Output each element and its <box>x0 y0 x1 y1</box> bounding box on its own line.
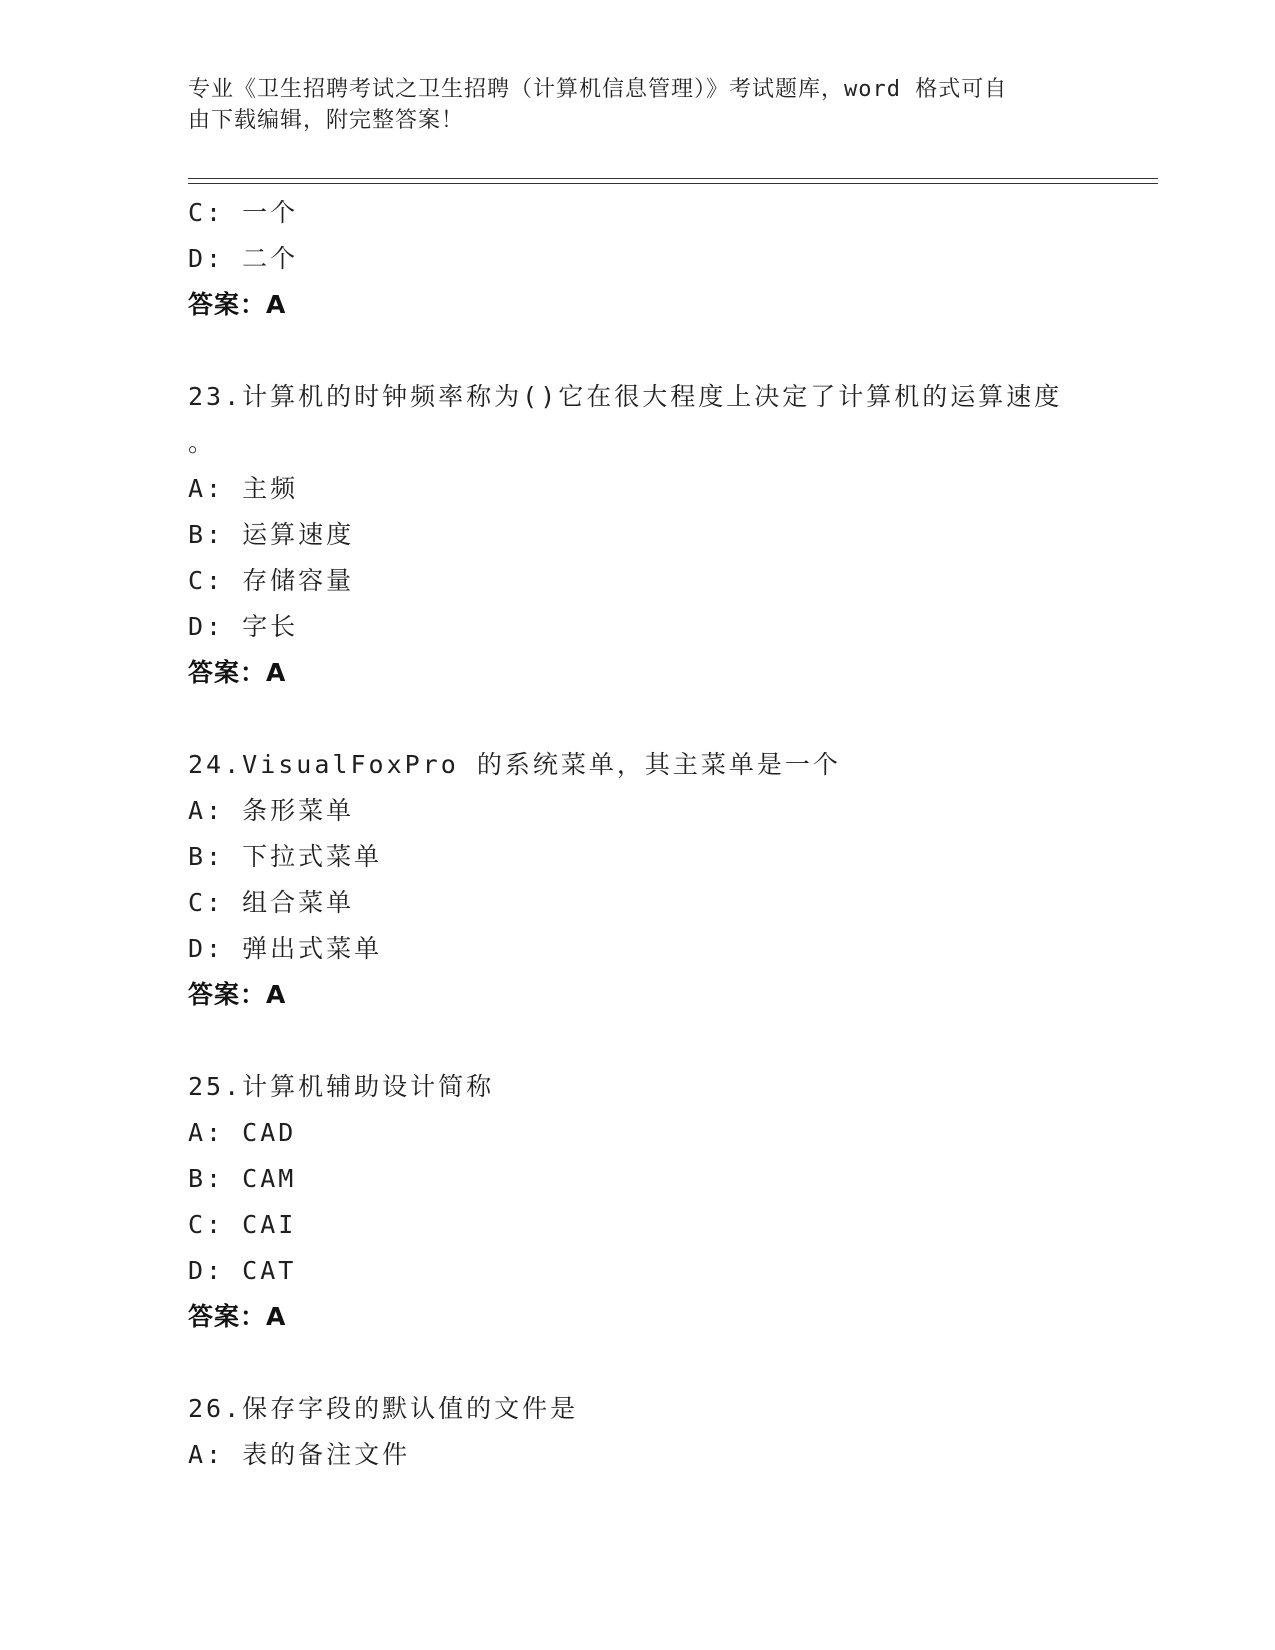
answer-line: 答案：A <box>188 658 287 687</box>
question-text: 25.计算机辅助设计简称 <box>188 1072 495 1101</box>
question-23 <box>188 374 1088 696</box>
header-divider-bottom <box>188 183 1158 184</box>
answer-line: 答案：A <box>188 290 287 319</box>
option-b: B: CAM <box>188 1164 297 1193</box>
option-c: C: 组合菜单 <box>188 888 355 917</box>
option-a: A: 主频 <box>188 474 299 503</box>
question-text-continuation: 。 <box>188 428 217 457</box>
question-text: 26.保存字段的默认值的文件是 <box>188 1394 579 1423</box>
spacer <box>188 1018 1088 1064</box>
option-b: B: 下拉式菜单 <box>188 842 383 871</box>
answer-line: 答案：A <box>188 1302 287 1331</box>
option-a: A: 条形菜单 <box>188 796 355 825</box>
option-d: D: CAT <box>188 1256 297 1285</box>
option-c: C: 一个 <box>188 198 299 227</box>
spacer <box>188 696 1088 742</box>
spacer <box>188 328 1088 374</box>
option-c: C: 存储容量 <box>188 566 355 595</box>
option-a: A: 表的备注文件 <box>188 1440 411 1469</box>
question-25 <box>188 1064 1088 1340</box>
option-b: B: 运算速度 <box>188 520 355 549</box>
option-d: D: 字长 <box>188 612 299 641</box>
option-a: A: CAD <box>188 1118 297 1147</box>
question-24 <box>188 742 1088 1018</box>
header-line-1: 专业《卫生招聘考试之卫生招聘（计算机信息管理）》考试题库，word 格式可自 <box>188 77 1008 102</box>
document-header <box>188 74 1088 136</box>
question-26 <box>188 1386 1088 1478</box>
option-d: D: 弹出式菜单 <box>188 934 383 963</box>
option-c: C: CAI <box>188 1210 297 1239</box>
previous-question-tail <box>188 190 1088 328</box>
answer-line: 答案：A <box>188 980 287 1009</box>
option-d: D: 二个 <box>188 244 299 273</box>
question-text: 23.计算机的时钟频率称为()它在很大程度上决定了计算机的运算速度 <box>188 382 1063 411</box>
question-text: 24.VisualFoxPro 的系统菜单，其主菜单是一个 <box>188 750 841 779</box>
header-divider-top <box>188 178 1158 179</box>
question-list <box>188 190 1088 1478</box>
header-line-2: 由下载编辑，附完整答案！ <box>188 108 465 133</box>
spacer <box>188 1340 1088 1386</box>
